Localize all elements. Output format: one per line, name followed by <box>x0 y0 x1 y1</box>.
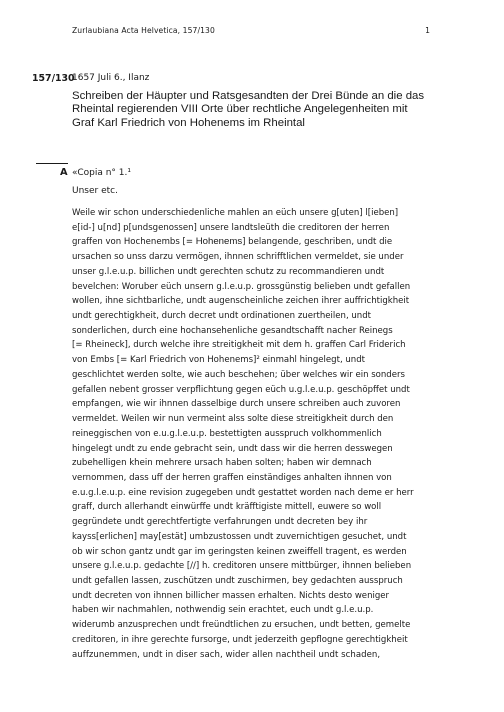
section-letter: A <box>60 167 68 178</box>
body-line: gefallen nebent grosser verpflichtung gegen eüch u.g.l.e.u.p. geschöpffet undt <box>72 384 410 395</box>
body-line: sonderlichen, durch eine hochansehenliche gesandtschafft nacher Reinegs <box>72 325 393 336</box>
page-number: 1 <box>425 26 430 35</box>
body-line: vermeldet. Weilen wir nun vermeint alss solte diese streitigkheit durch den <box>72 414 394 425</box>
body-line: geschlichtet werden solte, wie auch beschehen; über welches wir ein sonders <box>72 369 405 380</box>
body-line: Weile wir schon underschiedenliche mahlen an eüch unsere g[uten] l[ieben] <box>72 208 399 218</box>
body-line: e[id-] u[nd] p[undsgenossen] unsere landtsleüth die creditoren der herren <box>72 222 390 233</box>
body-line: ursachen so unss darzu vermögen, ihnnen schrifftlichen vermeldet, sie under <box>72 252 404 263</box>
body-line: graff, durch allerhandt einwürffe undt kräfftigiste mittell, euwere so woll <box>72 502 382 513</box>
section-rule <box>36 163 68 164</box>
body-line: undt decreten von ihnnen billicher massen erhalten. Nichts desto weniger <box>72 590 390 601</box>
body-line: widerumb anzusprechen undt freündtlichen zu ersuchen, undt betten, gemelte <box>72 620 411 631</box>
body-text <box>72 206 442 662</box>
copia-heading: «Copia n° 1.¹ <box>72 168 131 178</box>
body-line: creditoren, in ihre gerechte fursorge, undt jederzeith gepflogne gerechtigkheit <box>72 634 408 645</box>
body-line: wollen, ihne sichtbarliche, undt augenscheinliche zeichen ihrer auffrichtigkheit <box>72 296 410 307</box>
body-line: haben wir nachmahlen, nothwendig sein erachtet, euch undt g.l.e.u.p. <box>72 605 374 616</box>
body-line-part: graffen von Hochenembs [= <box>72 237 196 248</box>
body-line: zubehelligen khein mehrere ursach haben solten; haben wir demnach <box>72 458 372 469</box>
body-line-part: ] belangende, geschriben, undt die <box>242 237 393 248</box>
body-line: von Embs [= Karl Friedrich von Hohenems]² einmahl hingelegt, undt <box>72 355 365 366</box>
running-title: Zurlaubiana Acta Helvetica, 157/130 <box>72 26 215 35</box>
body-line: hingelegt undt zu ende gebracht sein, undt dass wir die herren desswegen <box>72 443 393 454</box>
body-line: ob wir schon gantz undt gar im geringsten keinen zweiffell tragent, es werden <box>72 546 407 557</box>
document-title: Schreiben der Häupter und Ratsgesandten der Drei Bünde an die das Rheintal regierenden VIII Orte über rechtliche Angelegenheiten mit Graf Karl Friedrich von Hohenems im Rheintal <box>72 90 425 129</box>
body-line: reineggischen von e.u.g.l.e.u.p. bestettigten ausspruch volkhommenlich <box>72 428 382 439</box>
body-line: e.u.g.l.e.u.p. eine revision zugegeben undt gestattet worden nach deme er herr <box>72 487 414 498</box>
body-line: unser g.l.e.u.p. billichen undt gerechten schutz zu recommandieren undt <box>72 266 385 277</box>
body-line: gegründete undt gerechtfertigte verfahrungen undt decreten bey ihr <box>72 517 368 528</box>
bracket-name: Hohenems <box>195 236 243 248</box>
body-line: empfangen, wie wir ihnnen dasselbige durch unsere schreiben auch zuvoren <box>72 399 401 410</box>
body-line: vernommen, dass uff der herren graffen einständiges anhalten ihnnen von <box>72 472 392 483</box>
body-line <box>72 235 442 250</box>
body-line: auffzunemmen, undt in diser sach, wider allen nachtheil undt schaden, <box>72 649 381 660</box>
body-line: bevelchen: Woruber eüch unsern g.l.e.u.p. grossgünstig belieben undt gefallen <box>72 281 411 292</box>
body-line: undt gefallen lassen, zuschützen undt zuschirmen, bey gedachten ausspruch <box>72 575 403 586</box>
body-line: [= Rheineck], durch welche ihre streitigkheit mit dem h. graffen Carl Friderich <box>72 340 406 351</box>
document-number: 157/130 <box>32 73 75 84</box>
body-line: undt gerechtigkheit, durch decret undt ordinationen zuertheilen, undt <box>72 311 371 322</box>
body-line: kayss[erlichen] may[estät] umbzustossen undt zuvernichtigen gesuchet, undt <box>72 531 407 542</box>
document-date-place: 1657 Juli 6., Ilanz <box>72 73 150 83</box>
body-line: unsere g.l.e.u.p. gedachte [//] h. creditoren unsere mittbürger, ihnnen belieben <box>72 561 412 572</box>
salutation: Unser etc. <box>72 186 118 196</box>
